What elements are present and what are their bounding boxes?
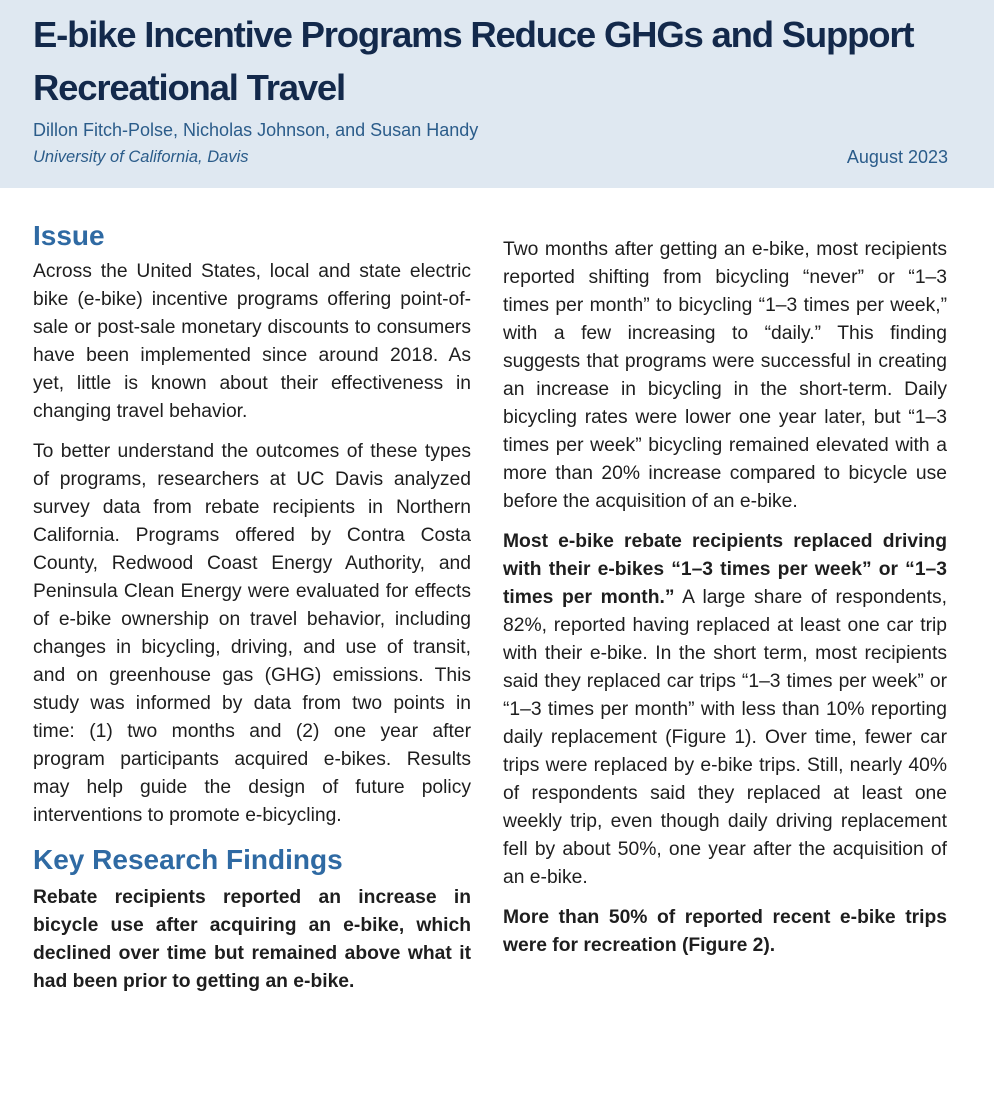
issue-paragraph-2: To better understand the outcomes of these types of programs, researchers at UC Davis analyzed survey data from rebate recipients in Northern California. Programs offered by Contra Costa County, Redwood Coast Energy Authority, and Peninsula Clean Energy were evaluated for effects of e-bike ownership on travel behavior, including changes in bicycling, driving, and use of transit, and on greenhouse gas (GHG) emissions. This study was informed by data from two points in time: (1) two months and (2) one year after program participants acquired e-bikes. Results may help guide the design of future policy interventions to promote e-bicycling. [33, 441, 471, 826]
finding-3-lead: More than 50% of reported recent e-bike trips were for recreation (Figure 2). [503, 907, 947, 956]
document-title: E-bike Incentive Programs Reduce GHGs and Support Recreational Travel [33, 14, 914, 108]
finding-1-paragraph: Two months after getting an e-bike, most recipients reported shifting from bicycling “never” or “1–3 times per month” to bicycling “1–3 times per week,” with a few increasing to “daily.” This finding suggests that programs were successful in creating an increase in bicycling in the short-term. Daily bicycling rates were lower one year later, but “1–3 times per week” bicycling remained elevated with a more than 20% increase compared to bicycle use before the acquisition of an e-bike. [503, 239, 947, 512]
authors: Dillon Fitch-Polse, Nicholas Johnson, and Susan Handy [33, 120, 479, 140]
finding-2-lead: Most e-bike rebate recipients replaced driving with their e-bikes “1–3 times per week” or “1–3 times per month.” [503, 531, 947, 608]
affiliation: University of California, Davis [33, 148, 249, 166]
publication-date: August 2023 [846, 147, 948, 167]
header-banner [0, 0, 994, 188]
finding-2-text: A large share of respondents, 82%, reported having replaced at least one car trip with their e-bike. In the short term, most recipients said they replaced car trips “1–3 times per week” or “1–3 times per month” with less than 10% reporting daily replacement (Figure 1). Over time, fewer car trips were replaced by e-bike trips. Still, nearly 40% of respondents said they replaced at least one weekly trip, even though daily driving replacement fell by about 50%, one year after the acquisition of an e-bike. [503, 587, 948, 888]
right-column [503, 236, 947, 960]
issue-paragraph-1: Across the United States, local and state electric bike (e-bike) incentive programs offering point-of-sale or post-sale monetary discounts to consumers have been implemented since around 2018. As yet, little is known about their effectiveness in changing travel behavior. [33, 261, 471, 422]
finding-1-lead: Rebate recipients reported an increase in bicycle use after acquiring an e-bike, which declined over time but remained above what it had been prior to getting an e-bike. [33, 887, 471, 992]
left-column [33, 216, 471, 996]
finding-2-paragraph [503, 528, 947, 892]
findings-heading: Key Research Findings [33, 844, 343, 875]
issue-heading: Issue [33, 220, 105, 251]
